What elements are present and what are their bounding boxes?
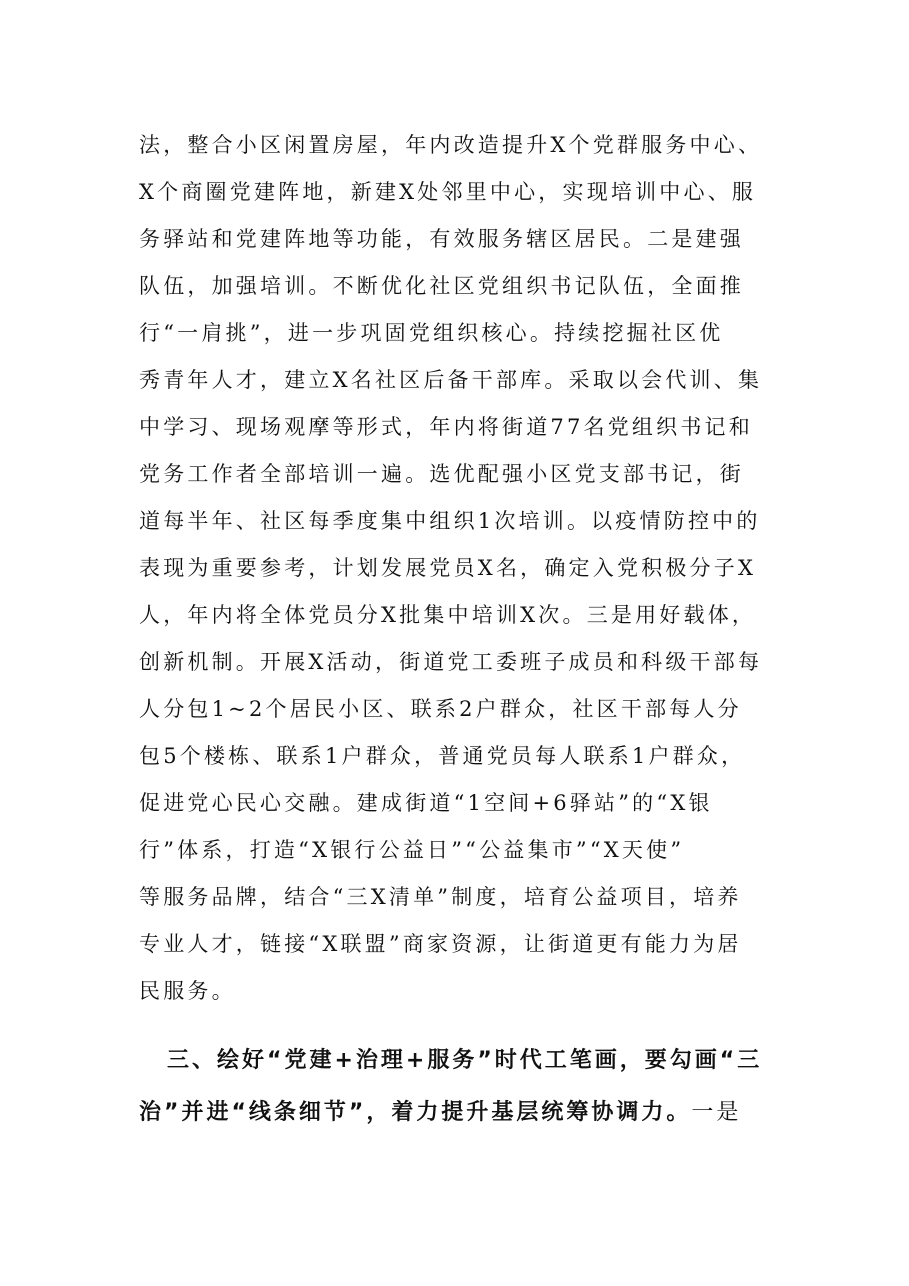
body-line-15: 促进党心民心交融。建成街道“1空间+6驿站”的“X银: [139, 791, 713, 815]
body-line-11: 人，年内将全体党员分X批集中培训X次。三是用好载体，: [139, 603, 757, 627]
section-heading-tail-text: 一是: [691, 1100, 742, 1125]
body-line-10: 表现为重要参考，计划发展党员X名，确定入党积极分子X: [139, 556, 757, 580]
body-line-6: 秀青年人才，建立X名社区后备干部库。采取以会代训、集: [139, 368, 763, 392]
body-line-4: 队伍，加强培训。不断优化社区党组织书记队伍，全面推: [139, 274, 744, 298]
body-line-16: 行”体系，打造“X银行公益日”“公益集市”“X天使”: [139, 838, 685, 862]
body-line-12: 创新机制。开展X活动，街道党工委班子成员和科级干部每: [139, 650, 763, 674]
body-line-5: 行“一肩挑”，进一步巩固党组织核心。持续挖掘社区优: [139, 321, 724, 345]
section-heading-line-2: [139, 1087, 787, 1139]
body-line-1: 法，整合小区闲置房屋，年内改造提升X个党群服务中心、: [139, 133, 763, 157]
section-heading: [139, 1035, 787, 1139]
body-line-13: 人分包1~2个居民小区、联系2户群众，社区干部每人分: [139, 697, 742, 721]
body-line-18: 专业人才，链接“X联盟”商家资源，让街道更有能力为居: [139, 932, 742, 956]
body-paragraph: [139, 122, 789, 1015]
body-line-8: 党务工作者全部培训一遍。选优配强小区党支部书记，街: [139, 462, 744, 486]
body-line-17: 等服务品牌，结合“三X清单”制度，培育公益项目，培养: [139, 885, 742, 909]
body-line-14: 包5个楼栋、联系1户群众，普通党员每人联系1户群众，: [139, 744, 746, 768]
body-line-7: 中学习、现场观摩等形式，年内将街道77名党组织书记和: [139, 415, 753, 439]
body-line-9: 道每半年、社区每季度集中组织1次培训。以疫情防控中的: [139, 509, 761, 533]
section-heading-bold-text: 治”并进“线条细节”，着力提升基层统筹协调力。: [139, 1100, 692, 1125]
body-line-19: 民服务。: [139, 979, 236, 1003]
body-line-2: X个商圈党建阵地，新建X处邻里中心，实现培训中心、服: [139, 180, 757, 204]
section-heading-line-1: 三、绘好“党建+治理+服务”时代工笔画，要勾画“三: [167, 1048, 763, 1073]
body-line-3: 务驿站和党建阵地等功能，有效服务辖区居民。二是建强: [139, 227, 744, 251]
